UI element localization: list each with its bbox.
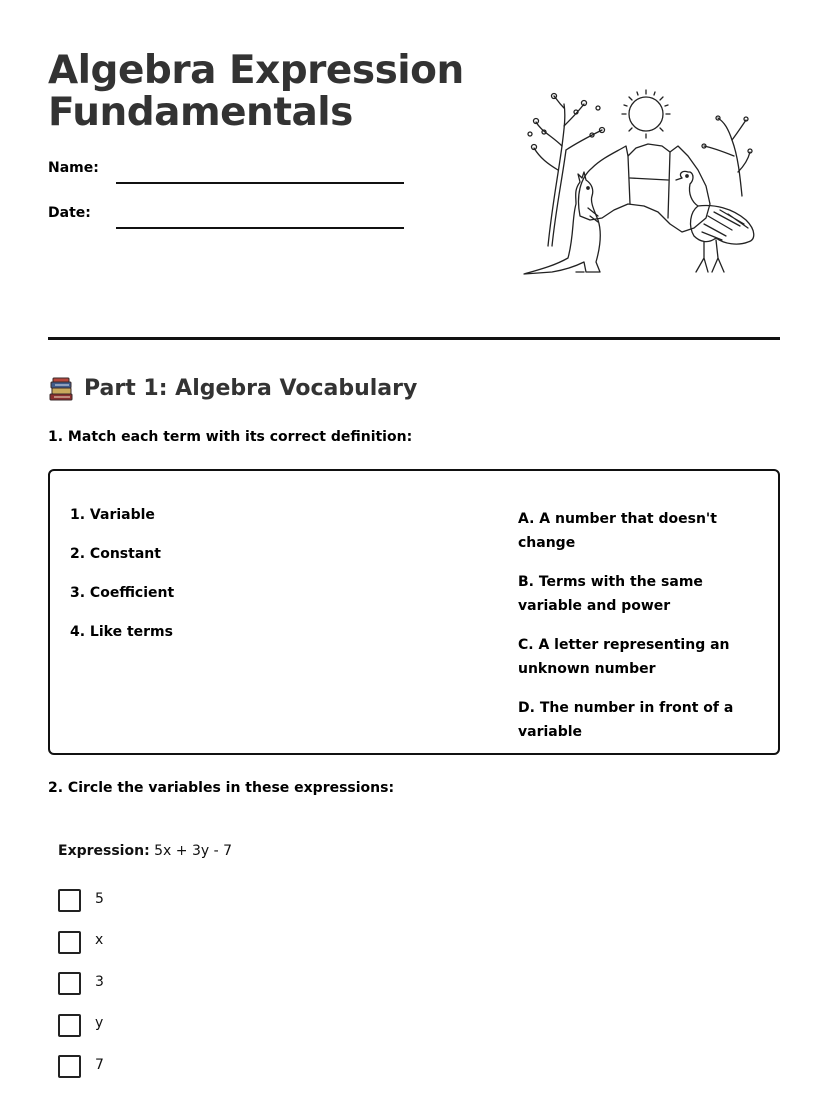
books-icon <box>48 376 74 402</box>
sun-icon <box>622 90 670 138</box>
name-field-row <box>48 160 408 190</box>
option-label: 7 <box>95 1056 104 1073</box>
header-divider <box>48 337 780 340</box>
emu-icon <box>676 171 754 272</box>
page-title <box>48 50 464 134</box>
option-checkbox[interactable] <box>58 889 81 912</box>
option-label: 5 <box>95 890 104 907</box>
term-item: 2. Constant <box>70 546 161 562</box>
expression-label: Expression: <box>58 843 150 859</box>
expression-line <box>58 843 232 859</box>
definitions-list <box>518 507 768 759</box>
option-checkbox[interactable] <box>58 972 81 995</box>
option-checkbox[interactable] <box>58 931 81 954</box>
terms-list <box>70 507 174 663</box>
option-item <box>58 922 104 964</box>
date-field-row <box>48 205 408 235</box>
definition-item: C. A letter representing an unknown number <box>518 637 730 677</box>
australia-illustration <box>518 86 762 280</box>
left-tree-icon <box>528 94 605 247</box>
part1-heading-text: Part 1: Algebra Vocabulary <box>84 376 418 401</box>
option-label: y <box>95 1015 104 1032</box>
option-label: x <box>95 932 104 949</box>
option-item <box>58 963 104 1005</box>
option-item <box>58 1046 104 1088</box>
option-label: 3 <box>95 973 104 990</box>
part1-heading <box>48 374 417 404</box>
kangaroo-icon <box>524 172 600 274</box>
right-tree-icon <box>702 116 752 196</box>
term-item: 1. Variable <box>70 507 155 523</box>
option-checkbox[interactable] <box>58 1014 81 1037</box>
option-checkbox[interactable] <box>58 1055 81 1078</box>
date-field[interactable] <box>116 227 404 229</box>
expression-value: 5x + 3y - 7 <box>154 843 232 859</box>
option-item <box>58 1005 104 1047</box>
name-label: Name: <box>48 160 99 176</box>
title-line-1: Algebra Expression <box>48 48 464 93</box>
term-item: 4. Like terms <box>70 624 173 640</box>
question-2-prompt: 2. Circle the variables in these expressions: <box>48 780 395 796</box>
definition-item: B. Terms with the same variable and power <box>518 574 703 614</box>
question-1-prompt: 1. Match each term with its correct definition: <box>48 429 413 445</box>
options-list <box>58 880 104 1088</box>
definition-item: A. A number that doesn't change <box>518 511 717 551</box>
name-field[interactable] <box>116 182 404 184</box>
definition-item: D. The number in front of a variable <box>518 700 734 740</box>
matching-box <box>48 469 780 755</box>
term-item: 3. Coefficient <box>70 585 175 601</box>
title-line-2: Fundamentals <box>48 90 353 135</box>
option-item <box>58 880 104 922</box>
date-label: Date: <box>48 205 91 221</box>
